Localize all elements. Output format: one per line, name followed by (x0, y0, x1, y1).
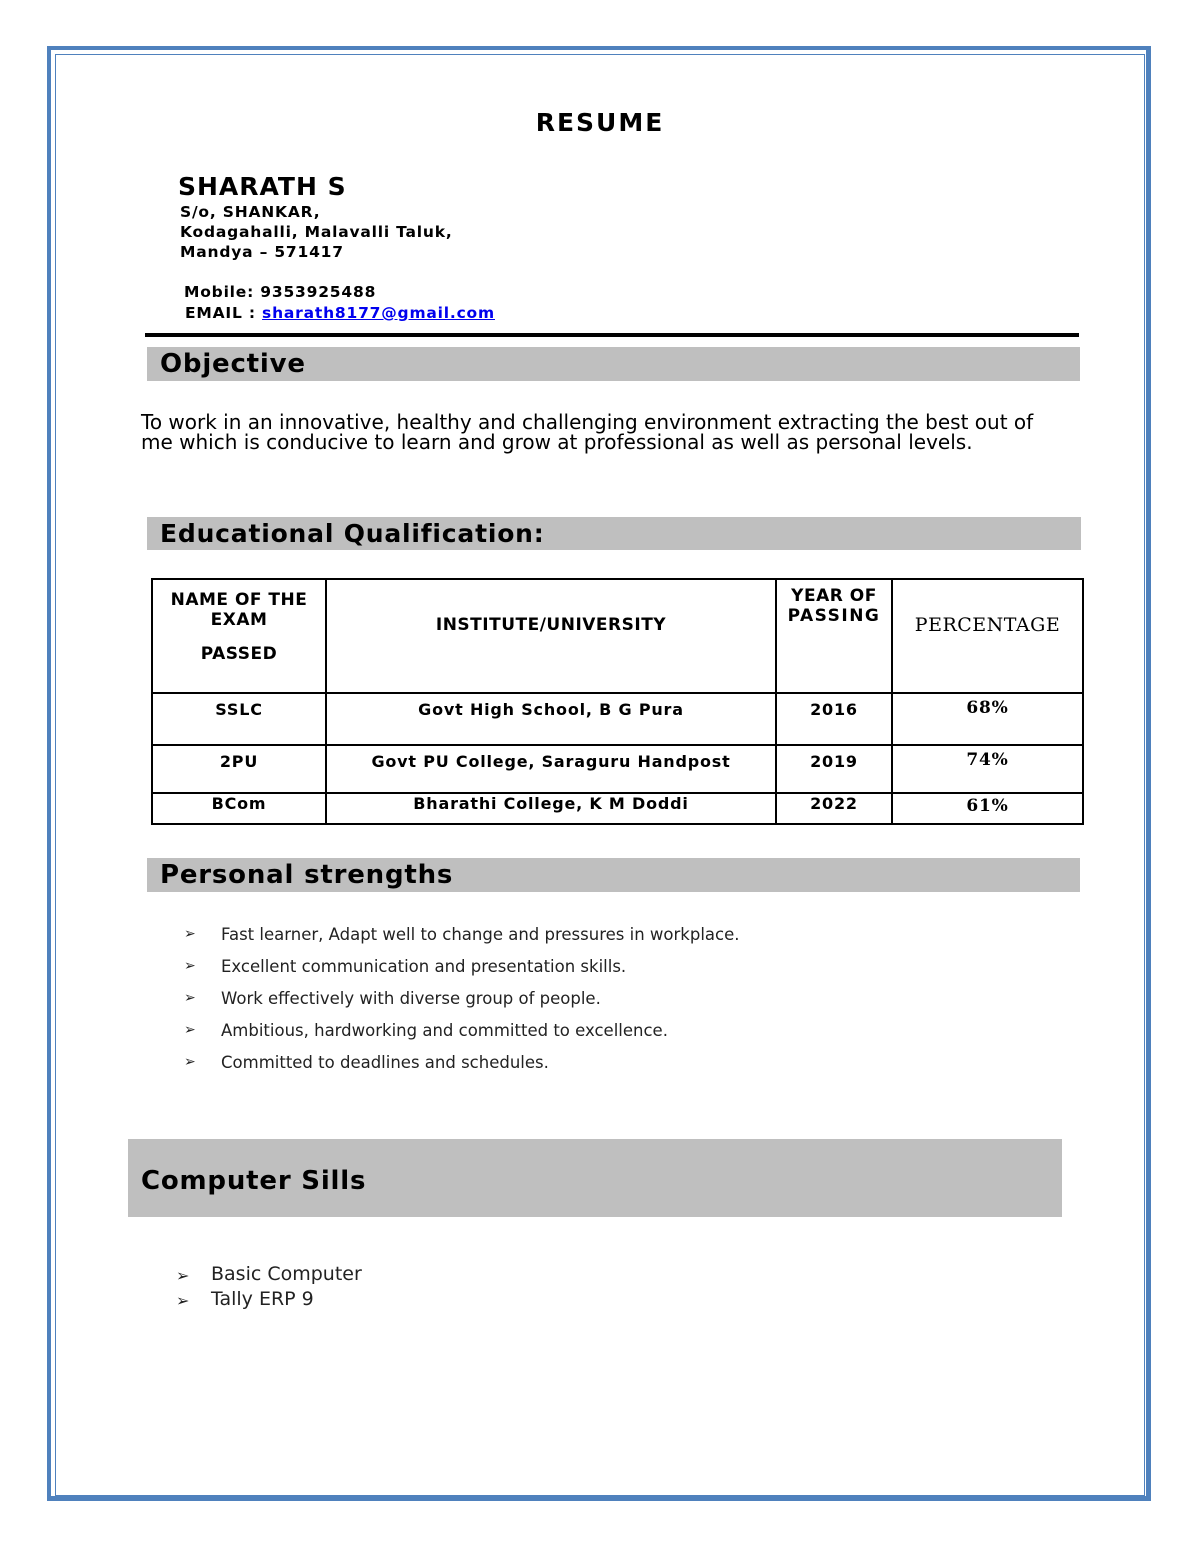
table-row (152, 793, 1083, 824)
email-row (185, 303, 495, 324)
email-label: EMAIL : (185, 304, 263, 322)
column-header-percentage: PERCENTAGE (892, 579, 1083, 693)
cell-year: 2022 (776, 793, 892, 824)
strengths-list (184, 925, 739, 1085)
table-header-row (152, 579, 1083, 693)
cell-year: 2016 (776, 693, 892, 745)
column-header-institute: INSTITUTE/UNIVERSITY (326, 579, 776, 693)
arrow-bullet-icon: ➢ (184, 958, 196, 974)
cell-institute: Govt PU College, Saraguru Handpost (326, 745, 776, 793)
arrow-bullet-icon: ➢ (176, 1266, 190, 1285)
arrow-bullet-icon: ➢ (184, 1054, 196, 1070)
column-header-exam: NAME OF THE EXAM PASSED (152, 579, 326, 693)
arrow-bullet-icon: ➢ (184, 990, 196, 1006)
list-item: ➢ Excellent communication and presentation skills. (184, 957, 627, 976)
objective-heading-bar (147, 347, 1080, 381)
contact-block (184, 282, 495, 324)
arrow-bullet-icon: ➢ (184, 926, 196, 942)
list-item: ➢ Committed to deadlines and schedules. (184, 1053, 549, 1072)
cell-exam: 2PU (152, 745, 326, 793)
list-item: ➢ Fast learner, Adapt well to change and pressures in workplace. (184, 925, 740, 944)
cell-exam: SSLC (152, 693, 326, 745)
address-line: S/o, SHANKAR, (180, 203, 321, 221)
cell-year: 2019 (776, 745, 892, 793)
arrow-bullet-icon: ➢ (184, 1022, 196, 1038)
cell-percentage: 68% (892, 693, 1083, 745)
cell-institute: Bharathi College, K M Doddi (326, 793, 776, 824)
arrow-bullet-icon: ➢ (176, 1291, 190, 1310)
list-item: ➢ Tally ERP 9 (176, 1288, 314, 1310)
computer-skills-heading: Computer Sills (141, 1166, 367, 1196)
computer-skills-list (176, 1263, 362, 1313)
address-line: Mandya – 571417 (180, 243, 344, 261)
cell-percentage: 61% (892, 793, 1083, 824)
list-item: ➢ Work effectively with diverse group of people. (184, 989, 601, 1008)
list-item: ➢ Basic Computer (176, 1263, 362, 1285)
table-row (152, 745, 1083, 793)
header-divider (145, 333, 1079, 337)
strengths-heading-bar (147, 858, 1080, 892)
mobile-number: Mobile: 9353925488 (184, 283, 377, 301)
list-item: ➢ Ambitious, hardworking and committed to excellence. (184, 1021, 668, 1040)
cell-institute: Govt High School, B G Pura (326, 693, 776, 745)
email-link[interactable]: sharath8177@gmail.com (262, 304, 495, 322)
table-row (152, 693, 1083, 745)
education-table (151, 578, 1084, 825)
strengths-heading: Personal strengths (160, 860, 454, 890)
document-title: RESUME (535, 108, 665, 137)
address-block (180, 202, 453, 262)
objective-heading: Objective (160, 349, 306, 379)
education-heading-bar (147, 517, 1081, 550)
education-heading: Educational Qualification: (160, 519, 545, 548)
column-header-year: YEAR OF PASSING (776, 579, 892, 693)
cell-percentage: 74% (892, 745, 1083, 793)
cell-exam: BCom (152, 793, 326, 824)
address-line: Kodagahalli, Malavalli Taluk, (180, 223, 453, 241)
candidate-name: SHARATH S (178, 172, 347, 201)
objective-text: To work in an innovative, healthy and challenging environment extracting the best out of me which is conducive to learn and grow at professional as well as personal levels. (141, 410, 1034, 454)
computer-skills-heading-bar (128, 1139, 1062, 1217)
